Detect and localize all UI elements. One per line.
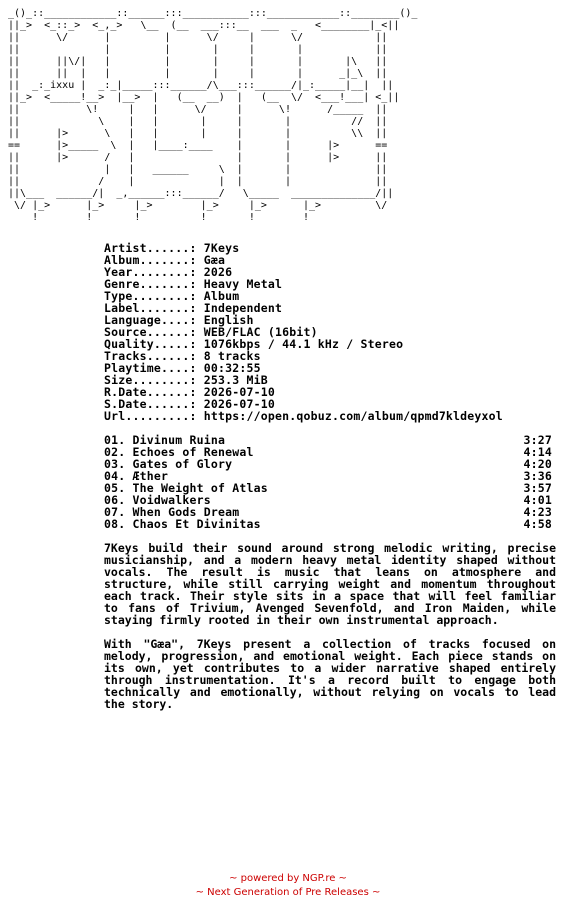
track-title: The Weight of Atlas [132,481,268,495]
size-row: Size........: 253.3 MiB [104,373,268,387]
tracklist [104,434,568,530]
track-row: 02. Echoes of Renewal 4:14 [104,445,552,459]
url-value[interactable]: https://open.qobuz.com/album/qpmd7kldeyxol [203,409,503,423]
track-row: 06. Voidwalkers 4:01 [104,493,552,507]
nfo-document [8,8,568,710]
track-duration: 3:36 [523,469,552,483]
url-row: Url.........: https://open.qobuz.com/album/qpmd7kldeyxol [104,409,503,423]
label-row: Label.......: Independent [104,301,283,315]
track-title: Divinum Ruina [132,433,226,447]
track-title: Echoes of Renewal [132,445,254,459]
type-value: Album [203,289,240,303]
track-row: 04. Æther 3:36 [104,469,552,483]
tracks-row: Tracks......: 8 tracks [104,349,261,363]
quality-value: 1076kbps / 44.1 kHz / Stereo [203,337,404,351]
rdate-row: R.Date......: 2026-07-10 [104,385,275,399]
rdate-value: 2026-07-10 [203,385,275,399]
ascii-logo: _()_::____________::______:::___________:::____________::________()_ ||_> <_::_> <_,_> \__ (__ ___:::__ ___ _ <________|_<|| || \/ | | \/ | \/ || || | | | | | || || ||\/| | | | | | |\ || || || | | | | | | _|_\ || || _:_ixxu | _:_|_____:::______/\___:::______/|_:_____|__| || ||_> <_____!__> |__> | (__ __) | (__ \/ <___!___| <_|| || \! | | \/ | \! /_____ || || \ | | | | | // || || |> \ | | | | | \\ || == |>_____ \ | |____:____ | | |> == || |> / | | | |> || || | | ______ \ | | || || / | | | | || ||\___ ______/| _,______:::______/ \_____ ______________/|| \/ |_> |_> |_> |_> |_> |_> \/ ! ! ! ! ! ! [8,8,418,223]
artist-value: 7Keys [203,241,240,255]
source-row: Source......: WEB/FLAC (16bit) [104,325,318,339]
language-row: Language....: English [104,313,254,327]
track-title: Æther [132,469,169,483]
language-value: English [203,313,254,327]
track-row: 08. Chaos Et Divinitas 4:58 [104,517,552,531]
year-value: 2026 [203,265,233,279]
footer [0,872,576,900]
album-value: Gæa [203,253,226,267]
track-title: Gates of Glory [132,457,233,471]
track-duration: 3:57 [523,481,552,495]
track-title: Voidwalkers [132,493,211,507]
footer-tagline: ~ Next Generation of Pre Releases ~ [195,887,381,898]
label-value: Independent [203,301,283,315]
genre-row: Genre.......: Heavy Metal [104,277,283,291]
year-row: Year........: 2026 [104,265,233,279]
quality-row: Quality.....: 1076kbps / 44.1 kHz / Stereo [104,337,404,351]
track-duration: 4:14 [523,445,552,459]
sdate-row: S.Date......: 2026-07-10 [104,397,275,411]
track-duration: 4:01 [523,493,552,507]
description-paragraph-1: 7Keys build their sound around strong melodic writing, precise musicianship, and a modern heavy metal identity shaped without vocals. The result is music that leans on atmosphere and structure, while still carrying weight and momentum throughout each track. Their style sits in a space that will feel familiar to fans of Trivium, Avenged Sevenfold, and Iron Maiden, while staying firmly rooted in their own instrumental approach. [104,541,556,627]
tracks-value: 8 tracks [203,349,261,363]
track-duration: 4:23 [523,505,552,519]
playtime-value: 00:32:55 [203,361,261,375]
track-title: Chaos Et Divinitas [132,517,261,531]
track-duration: 4:20 [523,457,552,471]
track-title: When Gods Dream [132,505,240,519]
playtime-row: Playtime....: 00:32:55 [104,361,261,375]
type-row: Type........: Album [104,289,240,303]
sdate-value: 2026-07-10 [203,397,275,411]
source-value: WEB/FLAC (16bit) [203,325,318,339]
description-paragraph-2: With "Gæa", 7Keys present a collection of tracks focused on melody, progression, and emotional weight. Each piece stands on its own, yet contributes to a wider narrative shaped entirely through instrumentation. It's a record built to engage both technically and emotionally, without relying on vocals to lead the story. [104,637,556,711]
track-row: 05. The Weight of Atlas 3:57 [104,481,552,495]
track-duration: 4:58 [523,517,552,531]
track-duration: 3:27 [523,433,552,447]
track-row: 07. When Gods Dream 4:23 [104,505,552,519]
release-info [104,242,568,422]
track-row: 01. Divinum Ruina 3:27 [104,433,552,447]
album-row: Album.......: Gæa [104,253,226,267]
track-row: 03. Gates of Glory 4:20 [104,457,552,471]
artist-row: Artist......: 7Keys [104,241,240,255]
genre-value: Heavy Metal [203,277,283,291]
size-value: 253.3 MiB [203,373,268,387]
footer-powered-by[interactable]: ~ powered by NGP.re ~ [229,873,347,884]
